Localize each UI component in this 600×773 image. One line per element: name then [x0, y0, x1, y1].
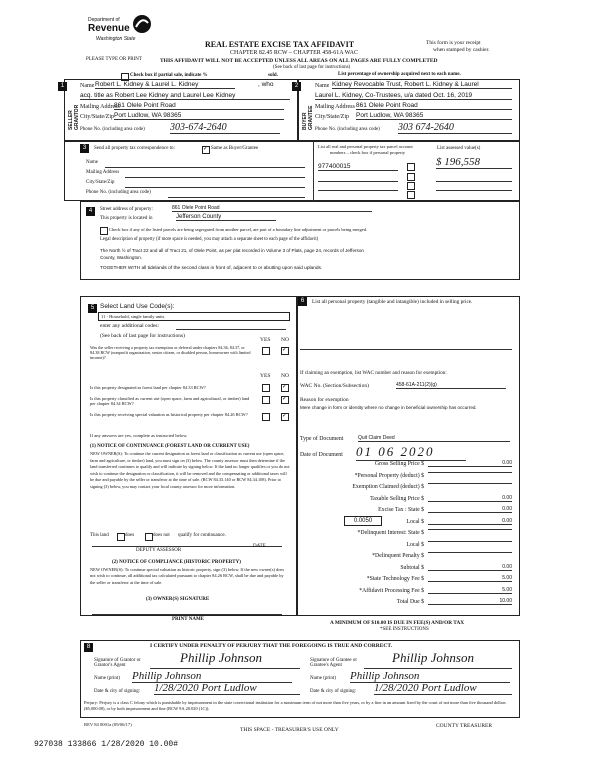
segregated-checkbox[interactable]	[100, 227, 108, 235]
form-title: REAL ESTATE EXCISE TAX AFFIDAVIT	[205, 40, 355, 49]
personal-property-checkbox-2[interactable]	[407, 173, 415, 181]
pct-ownership-note: List percentage of ownership acquired next to each name.	[338, 72, 461, 77]
dept-line3: Washington State	[96, 36, 136, 42]
personal-property-text: List all personal property (tangible and intangible) included in selling price.	[312, 299, 473, 305]
forest-yes-checkbox[interactable]	[262, 384, 270, 392]
calc-label: Excise Tax : State $	[378, 507, 424, 513]
reason-label: Reason for exemption	[300, 397, 349, 403]
calc-value[interactable]: 0.00	[428, 495, 512, 502]
grantor-sig-line	[150, 668, 300, 669]
calc-value[interactable]: 0.00	[428, 460, 512, 467]
section-1-marker: 1	[58, 82, 67, 91]
grantor-sig-label: Signature of Grantor or Grantor's Agent	[94, 658, 141, 668]
grantor-name[interactable]: Phillip Johnson	[132, 670, 292, 683]
yes-head-2: YES	[260, 373, 271, 379]
calc-value[interactable]: 0.00	[428, 564, 512, 571]
seller-city-label: City/State/Zip	[80, 114, 114, 120]
historic-yes-checkbox[interactable]	[262, 413, 270, 421]
parcel-head1: List all real and personal property tax parcel account	[318, 144, 413, 149]
partial-sale-label: Check box if partial sale, indicate %	[130, 73, 208, 78]
s3-phone-label: Phone No. (including area code)	[86, 190, 151, 195]
buyer-phone[interactable]: 303 674-2640	[398, 122, 512, 134]
historic-question: Is this property receiving special valuation as historical property per chapter 84.26 RCW?	[90, 412, 248, 417]
buyer-name-label: Name	[315, 83, 330, 89]
any-yes-note: If any answers are yes, complete as instructed below.	[90, 433, 188, 438]
qualify-label: qualify for continuance.	[178, 533, 226, 538]
yes-head-1: YES	[260, 337, 271, 343]
additional-codes-line[interactable]	[176, 329, 286, 330]
grantor-date-label: Date & city of signing:	[94, 689, 141, 694]
s3-city-line[interactable]	[125, 187, 305, 188]
seller-phone[interactable]: 303-674-2640	[170, 122, 280, 134]
seller-name2[interactable]: acq. title as Robert Lee Kidney and Laurel Lee Kidney	[80, 92, 290, 100]
buyer-label: BUYER GRANTEE	[302, 105, 314, 130]
perjury-warning: Perjury: Perjury is a class C felony which is punishable by imprisonment in the state correctional institution for a maximum term of not more than five years, or by a fine in an amount fixed by the court of not more than five thousand dollars ($5,000.00), or by both imprisonment and fine (RCW 9A.20.020 (1C)).	[84, 700, 506, 711]
assessed-line-2[interactable]	[436, 181, 512, 182]
continuance-title: (1) NOTICE OF CONTINUANCE (FOREST LAND OR CURRENT USE)	[90, 444, 250, 449]
calc-value[interactable]: 0.00	[428, 506, 512, 513]
s3-addr-line[interactable]	[125, 177, 305, 178]
exemption-claim-label: If claiming an exemption, list WAC number and reason for exemption:	[300, 370, 447, 376]
parcel-number[interactable]: 977400015	[318, 163, 398, 171]
exempt-yes-checkbox[interactable]	[262, 347, 270, 355]
print-name-label: PRINT NAME	[172, 617, 204, 622]
see-back-note: (See back of last page for instructions)	[273, 65, 351, 70]
legal-line3: TOGETHER WITH all tidelands of the second class in front of, adjacent to or abutting upon said uplands.	[100, 266, 323, 271]
form-subtitle: CHAPTER 82.45 RCW – CHAPTER 458-61A WAC	[230, 50, 358, 56]
please-type: PLEASE TYPE OR PRINT	[86, 57, 142, 62]
treasurer-space: THIS SPACE - TREASURER'S USE ONLY	[240, 727, 339, 733]
doc-date-label: Date of Document	[300, 452, 343, 458]
seller-phone-label: Phone No. (including area code)	[80, 127, 145, 132]
exempt-no-checkbox[interactable]: ✓	[282, 347, 288, 353]
deputy-label: DEPUTY ASSESSOR	[136, 548, 182, 553]
grantor-signature[interactable]: Phillip Johnson	[180, 650, 262, 665]
calc-label: *State Technology Fee $	[366, 576, 424, 582]
legal-line2: County, Washington.	[100, 255, 143, 260]
forest-no-checkbox[interactable]: ✓	[282, 384, 288, 390]
local-rate-box[interactable]: 0.0050	[344, 516, 382, 526]
personal-property-line[interactable]	[300, 349, 512, 350]
located-label: This property is located in	[100, 216, 153, 221]
section-2-marker: 2	[292, 82, 301, 91]
no-head-2: NO	[281, 373, 289, 379]
form-revision: REV 84 0001a (09/06/17)	[84, 722, 132, 727]
street-label: Street address of property:	[100, 207, 153, 212]
section-3-divider	[313, 141, 314, 201]
receipt-line1: This form is your receipt	[426, 40, 481, 46]
this-land-label: This land	[90, 533, 109, 538]
parcel-head2: numbers – check box if personal property	[330, 150, 405, 155]
seller-addr-label: Mailing Address	[80, 104, 120, 110]
calc-value[interactable]: 5.00	[428, 575, 512, 582]
continuance-body: NEW OWNER(S): To continue the current designation as forest land or classification as current use (open space, farm and agriculture, or timber) land, you must sign on (3) below. The county assessor must then determine if the land transferred continues to qualify and will indicate by signing below. If the land no longer qualifies or you do not wish to continue the designation or classification, it will be removed and the compensating or additional taxes will be due and payable by the seller or transferor at the time of sale. (RCW 84.33.140 or RCW 84.34.108). Prior to signing (3) below, you may contact your local county assessor for more information.	[90, 451, 290, 489]
grantee-sig-label: Signature of Grantee or Grantee's Agent	[310, 658, 358, 668]
sold-label: sold.	[268, 73, 278, 78]
does-not-label: does not	[153, 533, 170, 538]
grantee-date-city[interactable]: 1/28/2020 Port Ludlow	[374, 682, 512, 695]
grantee-signature[interactable]: Phillip Johnson	[392, 650, 474, 665]
does-label: does	[125, 533, 135, 538]
legal-line1: The North ½ of Tract 22 and all of Tract 21, of Olele Point, as per plat recorded in Volume 3 of Plats, page 24, records of Jefferson	[100, 248, 364, 253]
parcel-line-3[interactable]	[318, 190, 398, 191]
deputy-date-label: DATE	[253, 544, 266, 549]
seller-name-label: Name	[80, 83, 95, 89]
same-as-buyer-label: Same as Buyer/Grantee	[211, 146, 259, 151]
s5-see-back: (See back of last page for instructions)	[100, 333, 185, 339]
calc-label: Local $	[406, 541, 424, 548]
calc-value[interactable]	[428, 472, 512, 473]
calc-label: *Affidavit Processing Fee $	[359, 587, 424, 594]
grantor-date-city[interactable]: 1/28/2020 Port Ludlow	[154, 682, 300, 695]
buyer-city-label: City/State/Zip	[315, 114, 349, 120]
county-treasurer: COUNTY TREASURER	[436, 723, 493, 729]
current-use-no-checkbox[interactable]: ✓	[282, 396, 288, 402]
historic-title: (2) NOTICE OF COMPLIANCE (HISTORIC PROPERTY)	[112, 560, 241, 565]
s3-phone-line[interactable]	[168, 197, 305, 198]
wac-label: WAC No. (Section/Subsection)	[300, 383, 369, 389]
grantee-name-label: Name (print)	[310, 676, 336, 681]
calc-label: Total Due $	[396, 599, 424, 605]
s3-name-label: Name	[86, 160, 98, 165]
calc-label: Subtotal $	[400, 564, 424, 571]
doc-type-label: Type of Document	[300, 436, 344, 442]
dept-line1: Department of	[88, 17, 120, 23]
send-correspondence-label: Send all property tax correspondence to:	[94, 146, 175, 151]
calc-label: Taxable Selling Price $	[370, 495, 424, 502]
no-head-1: NO	[281, 337, 289, 343]
county[interactable]: Jefferson County	[176, 214, 276, 221]
section-5-marker: 5	[88, 304, 97, 313]
calc-value[interactable]	[428, 483, 512, 484]
section-3-marker: 3	[80, 144, 89, 153]
calc-value[interactable]: 0.00	[428, 518, 512, 525]
land-use-code-select[interactable]: 11 - Household, single family units	[98, 312, 290, 321]
s3-addr-label: Mailing Address	[86, 170, 120, 175]
exemption-question: Was the seller receiving a property tax exemption or deferral under chapters 84.36, 84.37, or 84.38 RCW (nonprofit organization, senior citizen, or disabled person, homeowner with limited income)?	[90, 345, 251, 360]
owner-signature-label: (3) OWNER(S) SIGNATURE	[146, 597, 210, 602]
current-use-yes-checkbox[interactable]	[262, 396, 270, 404]
current-use-question: Is this property classified as current use (open space, farm and agricultural, or timber) land per chapter 84.34 RCW?	[90, 396, 250, 406]
buyer-name[interactable]: Kidney Revocable Trust, Robert L. Kidney & Laurel	[332, 81, 512, 89]
personal-property-checkbox-1[interactable]	[407, 163, 415, 171]
section-4-marker: 4	[86, 207, 95, 216]
calc-value[interactable]: 10.00	[428, 598, 512, 605]
seller-name[interactable]: Robert L. Kidney & Laurel L. Kidney	[95, 81, 235, 89]
does-checkbox[interactable]	[117, 533, 125, 541]
segregated-label: Check box if any of the listed parcels are being segregated from another parcel, are part of a boundary line adjustment or parcels being merged.	[109, 227, 368, 232]
calc-label: Gross Selling Price $	[374, 461, 424, 467]
personal-property-checkbox-3[interactable]	[407, 182, 415, 190]
calc-value[interactable]	[428, 541, 512, 542]
calc-value[interactable]	[428, 552, 512, 553]
seller-city[interactable]: Port Ludlow, WA 98365	[114, 112, 284, 120]
parcel-line-2[interactable]	[318, 181, 398, 182]
section-6-marker: 6	[298, 297, 307, 306]
same-as-buyer-checkbox[interactable]: ✓	[203, 146, 209, 152]
s3-name-line[interactable]	[105, 167, 305, 168]
print-name-line[interactable]	[92, 614, 282, 615]
assessed-line-3[interactable]	[436, 190, 512, 191]
calc-label: *Delinquent Penalty $	[372, 553, 424, 559]
receipt-line2: when stamped by cashier.	[433, 47, 490, 53]
doc-date[interactable]: 01 06 2020	[356, 444, 466, 461]
wac-number[interactable]: 458-61A-211(2)(g)	[396, 382, 506, 389]
buyer-address[interactable]: 861 Olele Point Road	[356, 102, 512, 110]
calc-label: *Personal Property (deduct) $	[354, 472, 424, 479]
grantee-sig-line	[364, 668, 512, 669]
additional-codes-label: enter any additional codes:	[100, 323, 160, 329]
land-use-label: Select Land Use Code(s):	[100, 303, 175, 310]
dept-line2: Revenue	[88, 23, 130, 34]
calc-label: *Delinquent Interest: State $	[357, 530, 424, 536]
form-warning: THIS AFFIDAVIT WILL NOT BE ACCEPTED UNLESS ALL AREAS ON ALL PAGES ARE FULLY COMPLETED	[160, 58, 438, 64]
personal-property-checkbox-4[interactable]	[407, 191, 415, 199]
historic-no-checkbox[interactable]: ✓	[282, 413, 288, 419]
calc-label: Local $	[406, 518, 424, 525]
calc-label: Exemption Claimed (deduct) $	[352, 484, 424, 490]
calc-value[interactable]: 5.00	[428, 587, 512, 594]
forest-question: Is this property designated as forest land per chapter 84.33 RCW?	[90, 385, 206, 390]
revenue-logo-icon	[132, 14, 152, 34]
doc-type[interactable]: Quit Claim Deed	[358, 435, 510, 442]
buyer-city[interactable]: Port Ludlow, WA 98365	[356, 112, 512, 120]
seller-address[interactable]: 861 Olele Point Road	[114, 102, 284, 110]
s3-city-label: City/State/Zip	[86, 180, 115, 185]
section-8-marker: 8	[84, 643, 93, 652]
certify-text: I CERTIFY UNDER PENALTY OF PERJURY THAT THE FOREGOING IS TRUE AND CORRECT.	[150, 643, 393, 649]
does-not-checkbox[interactable]	[145, 533, 153, 541]
buyer-addr-label: Mailing Address	[315, 104, 355, 110]
legal-label: Legal description of property (if more space is needed, you may attach a separate sheet to each page of the affidavit)	[100, 237, 319, 242]
exemption-reason[interactable]: Mere change in form or identity where no change in beneficial ownership has occurred.	[300, 405, 477, 410]
seller-name-tail: , who	[258, 81, 274, 88]
grantee-name[interactable]: Phillip Johnson	[350, 670, 510, 683]
assessed-head: List assessed value(s)	[437, 146, 481, 151]
grantee-date-label: Date & city of signing:	[310, 689, 357, 694]
assessed-value[interactable]: $ 196,558	[436, 156, 512, 169]
street-address[interactable]: 861 Olele Point Road	[172, 205, 372, 212]
calc-value[interactable]	[428, 529, 512, 530]
see-instructions: *SEE INSTRUCTIONS	[380, 627, 429, 632]
buyer-name2[interactable]: Laurel L. Kidney, Co-Trustees, u/a dated Oct. 16, 2019	[315, 92, 512, 100]
seller-label: SELLER GRANTOR	[68, 104, 80, 130]
cashier-stamp: 927038 133866 1/28/2020 10.00#	[34, 740, 179, 749]
historic-body: NEW OWNER(S): To continue special valuation as historic property, sign (3) below. If the new owner(s) does not wish to continue, all additional tax calculated pursuant to chapter 84.26 RCW, shall be due and payable by the seller or transferor at the time of sale.	[90, 567, 285, 585]
buyer-phone-label: Phone No. (including area code)	[315, 127, 380, 132]
grantor-name-label: Name (print)	[94, 676, 120, 681]
minimum-due: A MINIMUM OF $10.00 IS DUE IN FEE(S) AND/OR TAX	[330, 620, 465, 626]
